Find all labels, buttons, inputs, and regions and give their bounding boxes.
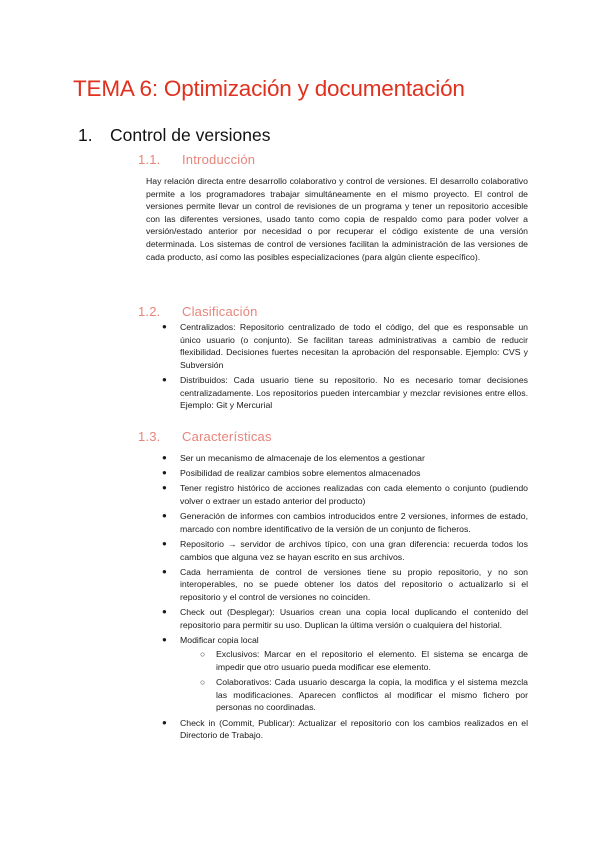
subsection-heading-caracteristicas [138, 429, 272, 444]
list-item: ● Posibilidad de realizar cambios sobre elementos almacenados [162, 468, 421, 479]
subsection-title: Características [182, 429, 272, 444]
bullet-icon: ● [162, 538, 167, 548]
bullet-icon: ● [162, 453, 167, 462]
bullet-icon: ● [162, 607, 167, 617]
bullet-icon: ● [162, 566, 167, 576]
caracteristicas-list [162, 452, 528, 744]
bullet-icon: ● [162, 717, 167, 727]
list-item: ● Cada herramienta de control de versiones tiene su propio repositorio, y no son interoperables, no se puede obtener los datos del repositorio o actualizarlo si el repositorio y el control de versiones no coinciden. [162, 566, 528, 602]
clasificacion-list [162, 321, 528, 414]
intro-paragraph: Hay relación directa entre desarrollo colaborativo y control de versiones. El desarrollo colaborativo permite a los programadores trabajar simultáneamente en el mismo proyecto. El control de versiones permite llevar un control de revisiones de un programa y tener un repositorio accesible con las diferentes versiones, usado tanto como copia de respaldo como para poder volver a versión/estado anterior por necesidad o por recuperar el código existente de una versión determinada. Los sistemas de control de versiones facilitan la administración de las versiones de cada producto, así como las posibles especializaciones (para algún cliente específico). [146, 176, 528, 262]
list-item: ● Ser un mecanismo de almacenaje de los elementos a gestionar [162, 453, 425, 463]
section-heading-control-versiones [78, 125, 271, 146]
bullet-icon: ● [162, 634, 167, 644]
sublist [180, 648, 528, 714]
list-item: ● Generación de informes con cambios introducidos entre 2 versiones, informes de estado, marcado con nombre identificativo de la versión de un conjunto de ficheros. [162, 511, 528, 534]
list-item: ● Check in (Commit, Publicar): Actualizar el repositorio con los cambios realizados en el Directorio de Trabajo. [162, 717, 528, 741]
bullet-icon: ● [162, 468, 167, 478]
subsection-number: 1.1. [138, 152, 161, 167]
list-item: ● Repositorio → servidor de archivos típico, con una gran diferencia: recuerda todos los cambios que alguna vez se hayan escrito en sus archivos. [162, 538, 528, 562]
subsection-title: Clasificación [182, 304, 258, 319]
sublist-item: ○ Exclusivos: Marcar en el repositorio el elemento. El sistema se encarga de impedir que otro usuario pueda modificar ese elemento. [200, 649, 528, 673]
subsection-number: 1.2. [138, 304, 161, 319]
circle-bullet-icon: ○ [200, 677, 206, 688]
list-item: ● Modificar copia local ○ Exclusivos: Marcar en el repositorio el elemento. El sistema se encarga de impedir que otro usuario pueda modificar ese elemento. ○ Colaborativos: Cada usuario descarga la copia, la modifica y el sistema mezcla las modificaciones. Aparecen conflictos al modificar el mismo fichero por personas no coordinadas. [162, 634, 528, 713]
section-title: Control de versiones [110, 125, 271, 145]
bullet-icon: ● [162, 374, 167, 384]
document-title: TEMA 6: Optimización y documentación [73, 76, 465, 101]
sublist-item: ○ Colaborativos: Cada usuario descarga la copia, la modifica y el sistema mezcla las modificaciones. Aparecen conflictos al modificar el mismo fichero por personas no coordinadas. [200, 677, 528, 713]
list-item: ● Distribuidos: Cada usuario tiene su repositorio. No es necesario tomar decisiones centralizadamente. Los repositorios pueden intercambiar y mezclar revisiones entre ellos. Ejemplo: Git y Mercurial [162, 374, 528, 411]
subsection-title: Introducción [182, 152, 256, 167]
subsection-heading-clasificacion [138, 304, 258, 319]
subsection-number: 1.3. [138, 429, 161, 444]
bullet-icon: ● [162, 483, 167, 493]
list-item: ● Tener registro histórico de acciones realizadas con cada elemento o conjunto (pudiendo volver o extraer un estado anterior del producto) [162, 483, 528, 506]
bullet-icon: ● [162, 511, 167, 521]
bullet-icon: ● [162, 322, 167, 331]
list-item: ● Centralizados: Repositorio centralizado de todo el código, del que es responsable un único usuario (o conjunto). Se facilitan tareas administrativas a cambio de reducir flexibilidad. Decisiones fuertes necesitan la aprobación del responsable. Ejemplo: CVS y Subversión [162, 322, 528, 370]
list-item: ● Check out (Desplegar): Usuarios crean una copia local duplicando el contenido del repositorio para permitir su uso. Duplican la última versión o cualquiera del historial. [162, 607, 528, 630]
circle-bullet-icon: ○ [200, 649, 206, 660]
section-number: 1. [78, 125, 93, 145]
subsection-heading-introduccion [138, 152, 255, 167]
